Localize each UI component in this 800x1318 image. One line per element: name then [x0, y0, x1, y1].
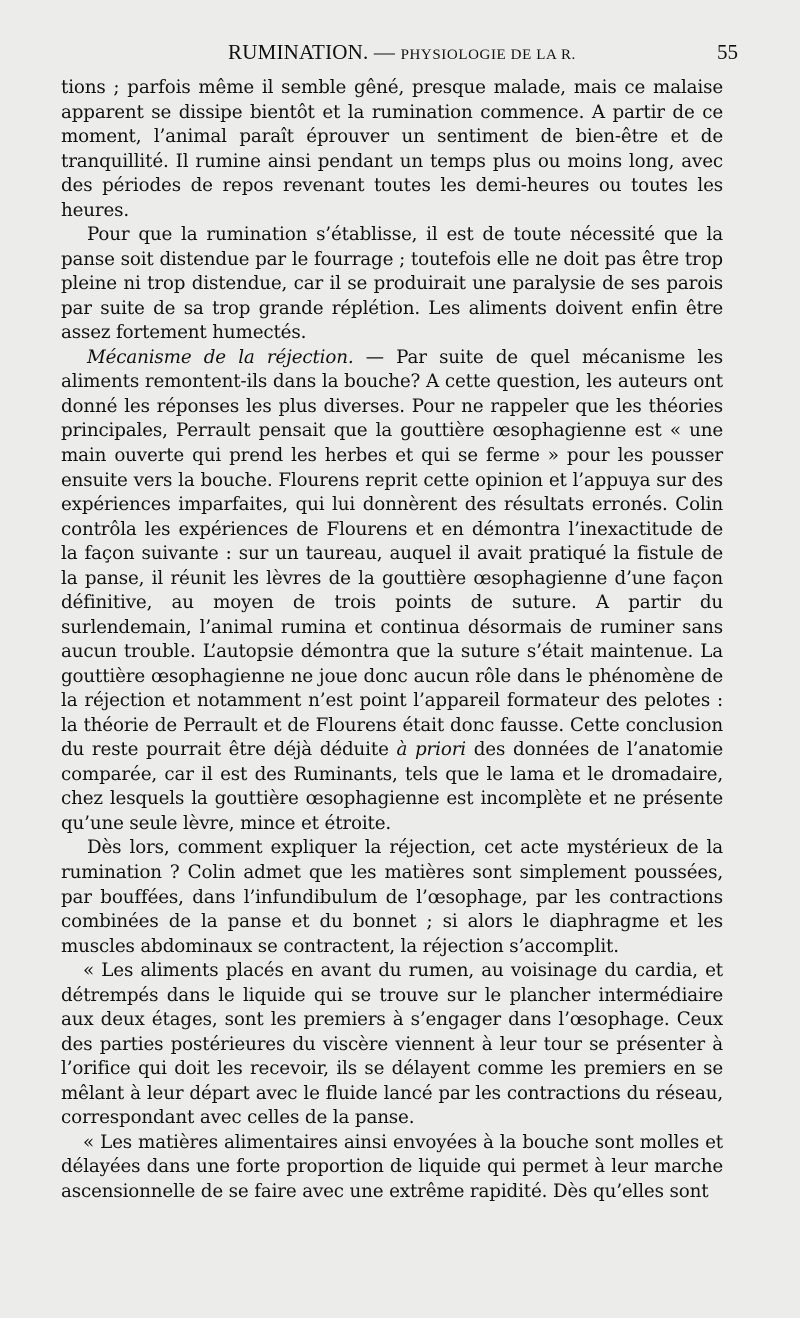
section-subtitle: PHYSIOLOGIE DE LA R.: [400, 47, 576, 63]
text-run: tions ; parfois même il semble gêné, presque malade, mais ce malaise apparent se dissipe bientôt et la rumination commence. A partir de ce moment, l’animal paraît éprouver un sentiment de bien-être et de tranquillité. Il rumine ainsi pendant un temps plus ou moins long, avec des périodes de repos revenant toutes les demi-heures ou toutes les heures.: [61, 77, 723, 221]
paragraph-distension: [61, 223, 723, 346]
page-number: 55: [717, 40, 738, 64]
title-dash: —: [373, 40, 396, 64]
chapter-title: RUMINATION.: [228, 40, 369, 64]
paragraph-quote-2: [61, 1131, 723, 1205]
text-run: — Par suite de quel mécanisme les aliments remontent-ils dans la bouche? A cette question, les auteurs ont donné les réponses les plus diverses. Pour ne rappeler que les théories principales, Perrault pensait que la gouttière œsophagienne est « une main ouverte qui prend les herbes et qui se ferme » pour les pousser ensuite vers la bouche. Flourens reprit cette opinion et l’appuya sur des expériences imparfaites, qui lui donnèrent des résultats erronés. Colin contrôla les expériences de Flourens et en démontra l’inexactitude de la façon suivante : sur un taureau, auquel il avait pratiqué la fistule de la panse, il réunit les lèvres de la gouttière œsophagienne d’une façon définitive, au moyen de trois points de suture. A partir du surlendemain, l’animal rumina et continua désormais de ruminer sans aucun trouble. L’autopsie démontra que la suture s’était maintenue. La gouttière œsophagienne ne joue donc aucun rôle dans le phénomène de la réjection et notamment n’est point l’appareil formateur des pelotes : la théorie de Perrault et de Flourens était donc fausse. Cette conclusion du reste pourrait être déjà déduite: [61, 346, 723, 761]
body-text: [61, 76, 723, 1204]
text-run: « Les matières alimentaires ainsi envoyées à la bouche sont molles et délayées dans une forte proportion de liquide qui permet à leur marche ascensionnelle de se faire avec une extrême rapidité. Dès qu’elles sont: [61, 1131, 723, 1202]
paragraph-quote-1: [61, 959, 723, 1131]
section-heading-italic: Mécanisme de la réjection.: [87, 346, 354, 368]
running-head: [60, 40, 738, 70]
italic-term: à priori: [396, 739, 466, 761]
text-run: Dès lors, comment expliquer la réjection, cet acte mystérieux de la rumination ? Colin admet que les matières sont simplement poussées, par bouffées, dans l’infundibulum de l’œsophage, par les contractions combinées de la panse et du bonnet ; si alors le diaphragme et les muscles abdominaux se contractent, la réjection s’accomplit.: [61, 837, 723, 957]
paragraph-colin: [61, 836, 723, 959]
text-run: « Les aliments placés en avant du rumen, au voisinage du cardia, et détrempés dans le liquide qui se trouve sur le plancher intermédiaire aux deux étages, sont les premiers à s’engager dans l’œsophage. Ceux des parties postérieures du viscère viennent à leur tour se présenter à l’orifice qui doit les recevoir, ils se délayent comme les premiers en se mêlant à leur départ avec le fluide lancé par les contractions du réseau, correspondant avec celles de la panse.: [61, 960, 723, 1129]
paragraph-continuation: [61, 76, 723, 223]
text-run: des données de l’anatomie comparée, car il est des Ruminants, tels que le lama et le dromadaire, chez lesquels la gouttière œsophagienne est incomplète et ne présente qu’une seule lèvre, mince et étroite.: [61, 739, 724, 834]
text-run: Pour que la rumination s’établisse, il est de toute nécessité que la panse soit distendue par le fourrage ; toutefois elle ne doit pas être trop pleine ni trop distendue, car il se produirait une paralysie de ses parois par suite de sa trop grande réplétion. Les aliments doivent enfin être assez fortement humectés.: [61, 224, 723, 344]
running-title: [228, 40, 576, 65]
paragraph-mecanisme: [61, 346, 723, 837]
